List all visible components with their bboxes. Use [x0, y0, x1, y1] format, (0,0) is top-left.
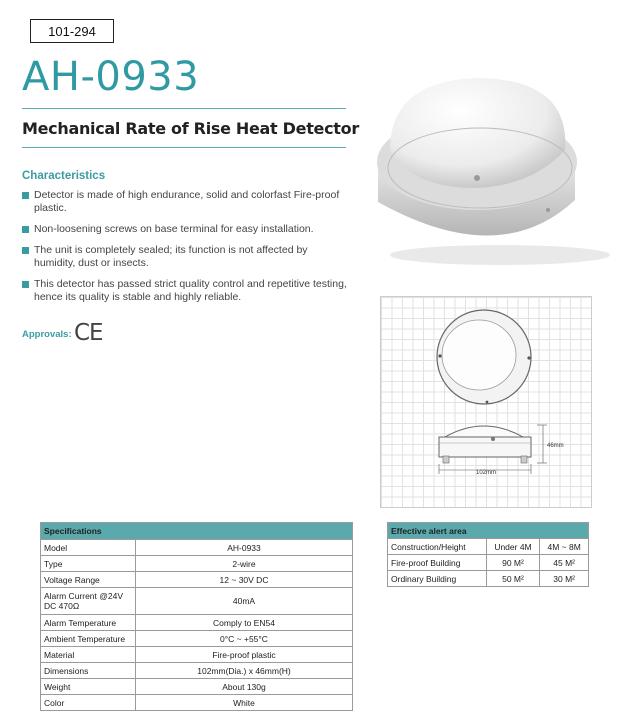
specifications-title: Specifications	[41, 523, 353, 540]
bullet-square-icon	[22, 226, 29, 233]
list-item: This detector has passed strict quality control and repetitive testing, hence its quality is stable and highly reliable.	[22, 278, 347, 304]
table-row: Ambient Temperature 0°C ~ +55°C	[41, 631, 353, 647]
list-item: The unit is completely sealed; its function is not affected by humidity, dust or insects.	[22, 244, 347, 270]
table-row: Construction/Height Under 4M 4M ~ 8M	[388, 539, 589, 555]
specifications-table	[40, 522, 353, 711]
drawing-svg	[381, 297, 591, 507]
bullet-square-icon	[22, 192, 29, 199]
product-code: 101-294	[30, 19, 114, 43]
divider	[22, 147, 346, 148]
table-row: Fire-proof Building 90 M² 45 M²	[388, 555, 589, 571]
approvals-label: Approvals:	[22, 329, 72, 340]
characteristics-list	[22, 189, 347, 312]
table-row: Material Fire-proof plastic	[41, 647, 353, 663]
table-row: Alarm Temperature Comply to EN54	[41, 615, 353, 631]
table-row: Voltage Range 12 ~ 30V DC	[41, 572, 353, 588]
table-row: Model AH-0933	[41, 540, 353, 556]
list-item: Non-loosening screws on base terminal for easy installation.	[22, 223, 347, 236]
alert-area-title: Effective alert area	[388, 523, 589, 539]
bullet-square-icon	[22, 281, 29, 288]
detector-photo	[360, 70, 615, 270]
table-row: Dimensions 102mm(Dia.) x 46mm(H)	[41, 663, 353, 679]
dimension-drawing	[380, 296, 592, 508]
list-item: Detector is made of high endurance, solid and colorfast Fire-proof plastic.	[22, 189, 347, 215]
bullet-square-icon	[22, 247, 29, 254]
table-row: Weight About 130g	[41, 679, 353, 695]
table-row: Ordinary Building 50 M² 30 M²	[388, 571, 589, 587]
divider	[22, 108, 346, 109]
height-label: 46mm	[547, 443, 564, 449]
characteristics-title: Characteristics	[22, 170, 106, 182]
width-label: 102mm	[476, 470, 497, 476]
model-title: AH-0933	[22, 54, 200, 100]
alert-area-table	[387, 522, 589, 587]
ce-mark-icon: CE	[74, 320, 103, 346]
product-subtitle: Mechanical Rate of Rise Heat Detector	[22, 119, 359, 138]
table-row: Type 2-wire	[41, 556, 353, 572]
table-row: Alarm Current @24V DC 470Ω 40mA	[41, 588, 353, 615]
table-row: Color White	[41, 695, 353, 711]
